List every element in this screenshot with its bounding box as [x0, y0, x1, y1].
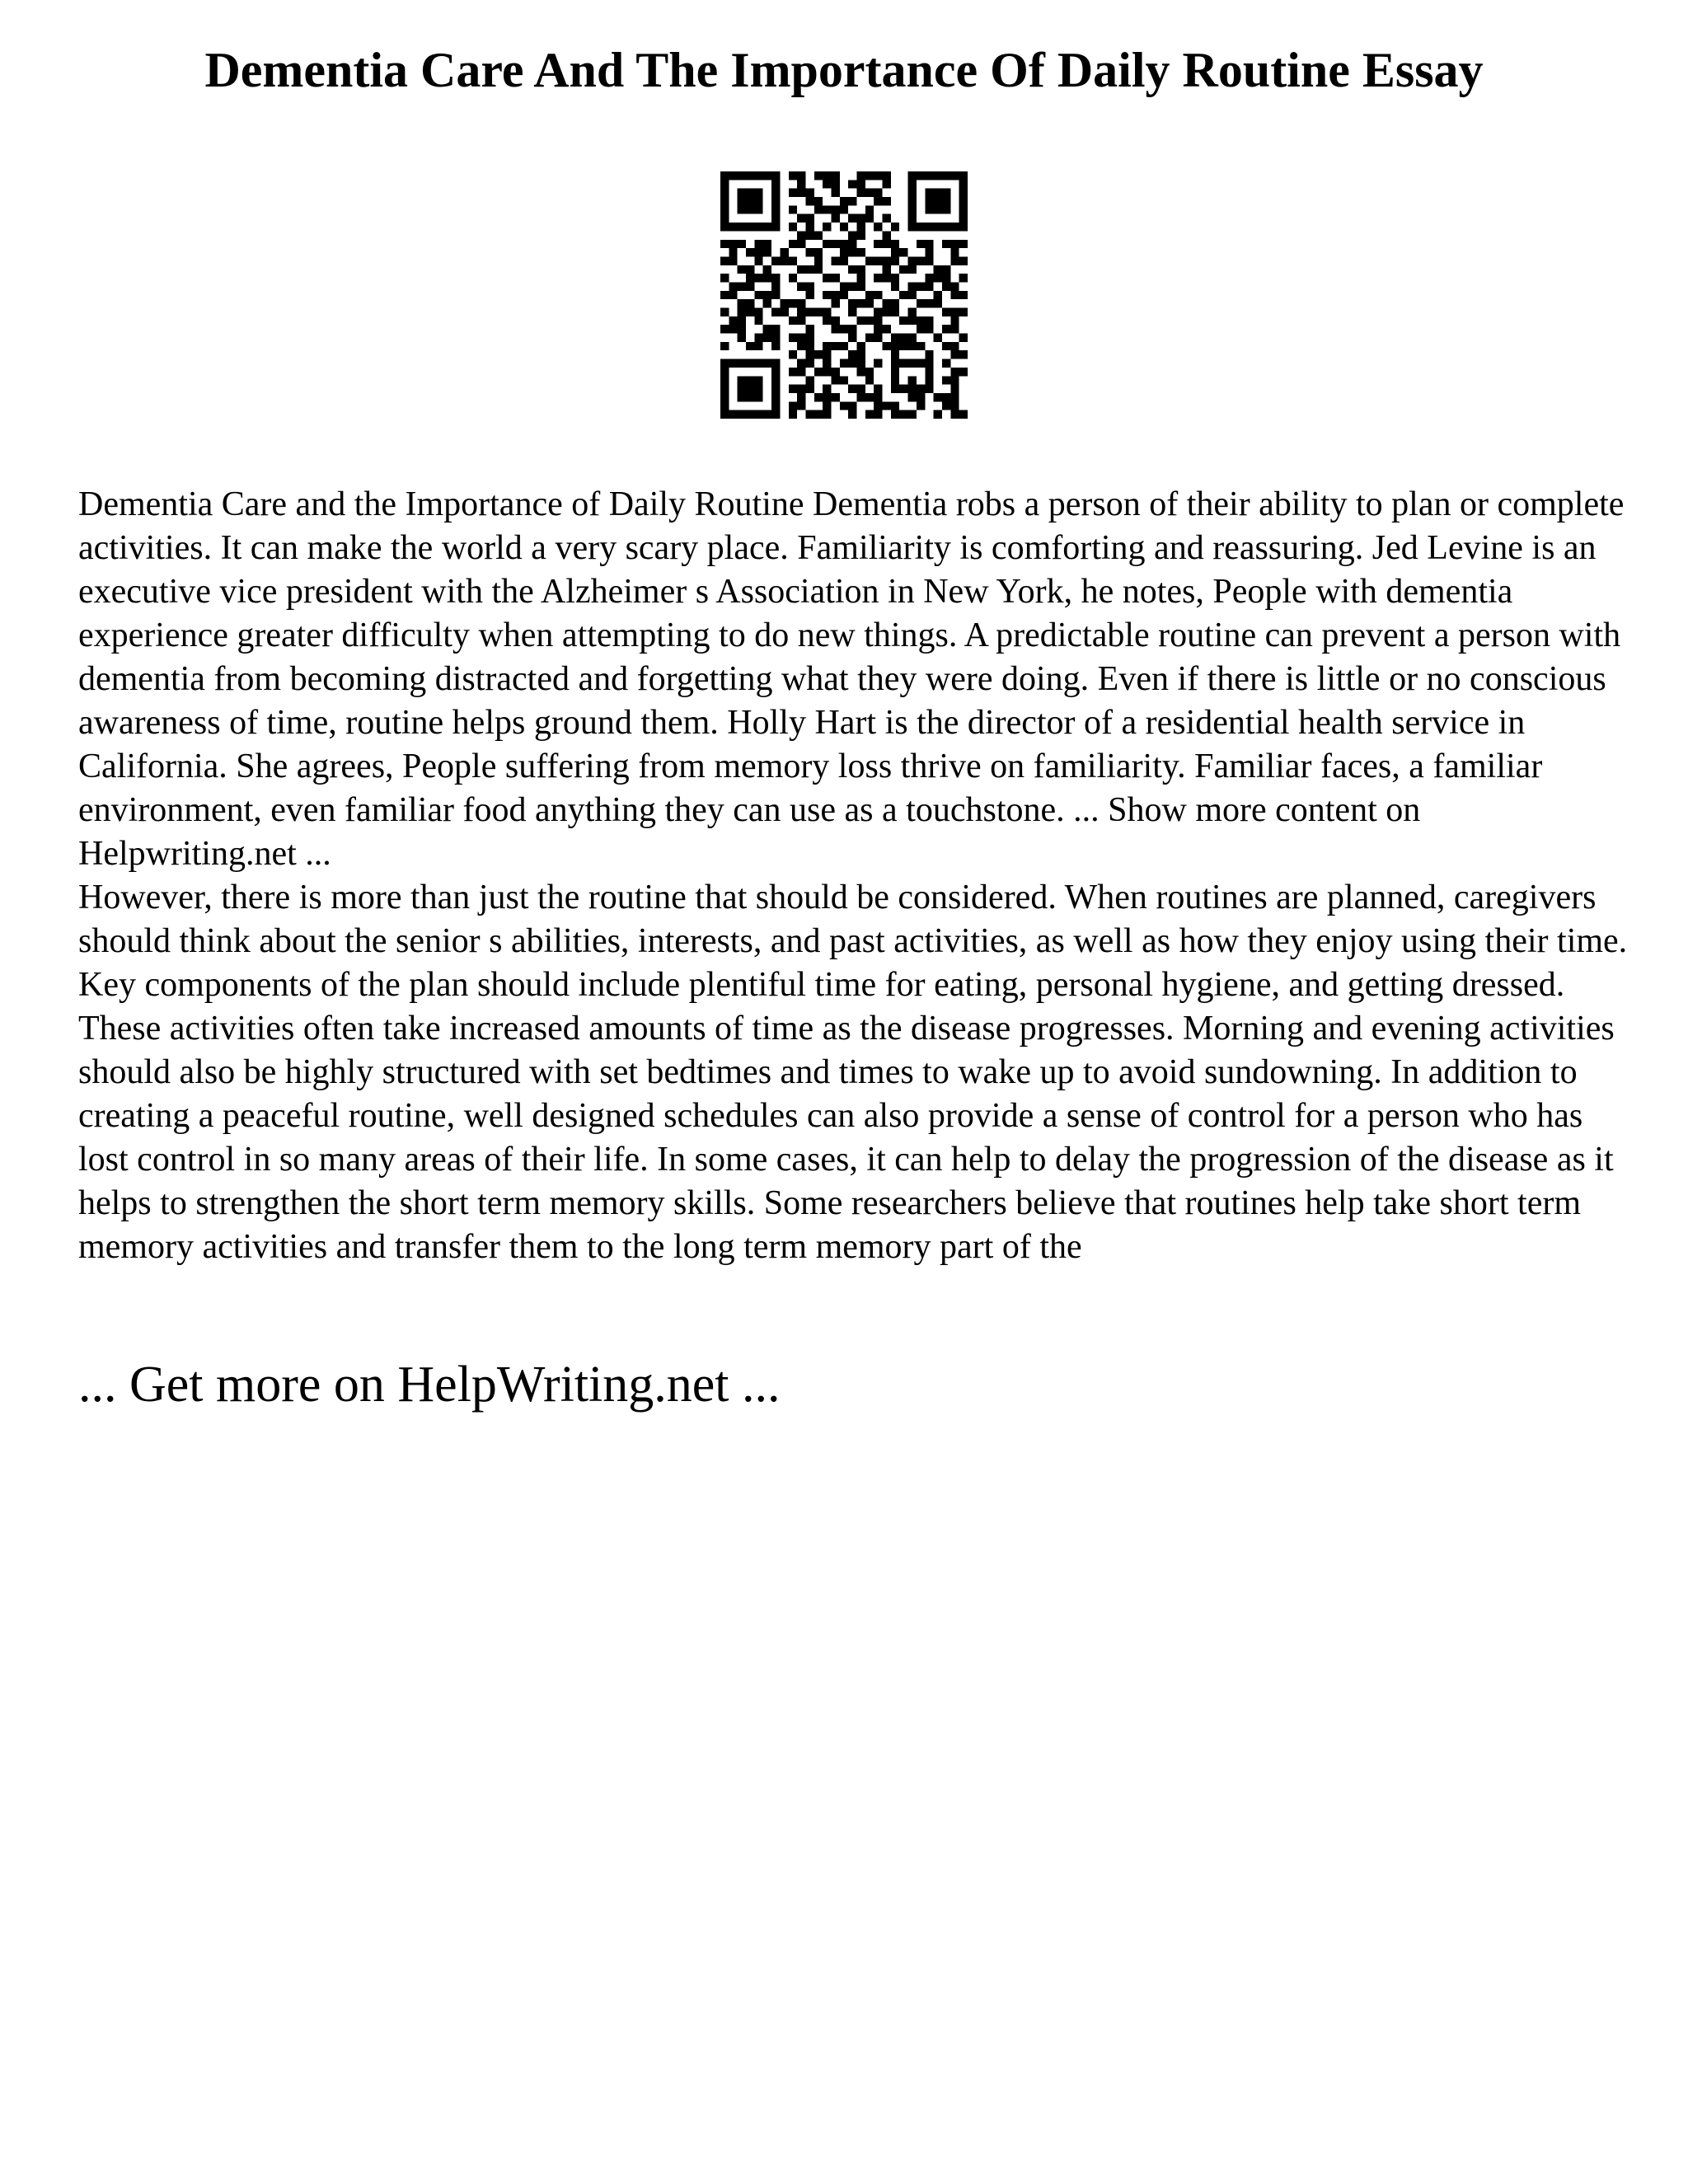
- essay-body: [78, 483, 1628, 1269]
- page-title: Dementia Care And The Importance Of Daily Routine Essay: [204, 43, 1484, 97]
- get-more-link[interactable]: ... Get more on HelpWriting.net ...: [78, 1357, 781, 1413]
- essay-paragraph-1: Dementia Care and the Importance of Daily Routine Dementia robs a person of their ability to plan or complete activities. It can make the world a very scary place. Familiarity is comforting and reassuring. Jed Levine is an executive vice president with the Alzheimer s Association in New York, he notes, People with dementia experience greater difficulty when attempting to do new things. A predictable routine can prevent a person with dementia from becoming distracted and forgetting what they were doing. Even if there is little or no conscious awareness of time, routine helps ground them. Holly Hart is the director of a residential health service in California. She agrees, People suffering from memory loss thrive on familiarity. Familiar faces, a familiar environment, even familiar food anything they can use as a touchstone. ... Show more content on Helpwriting.net ...: [78, 485, 1625, 873]
- qr-code-icon: [720, 171, 968, 419]
- essay-paragraph-2: However, there is more than just the routine that should be considered. When routines are planned, caregivers should think about the senior s abilities, interests, and past activities, as well as how they enjoy using their time. Key components of the plan should include plentiful time for eating, personal hygiene, and getting dressed. These activities often take increased amounts of time as the disease progresses. Morning and evening activities should also be highly structured with set bedtimes and times to wake up to avoid sundowning. In addition to creating a peaceful routine, well designed schedules can also provide a sense of control for a person who has lost control in so many areas of their life. In some cases, it can help to delay the progression of the disease as it helps to strengthen the short term memory skills. Some researchers believe that routines help take short term memory activities and transfer them to the long term memory part of the: [78, 879, 1628, 1266]
